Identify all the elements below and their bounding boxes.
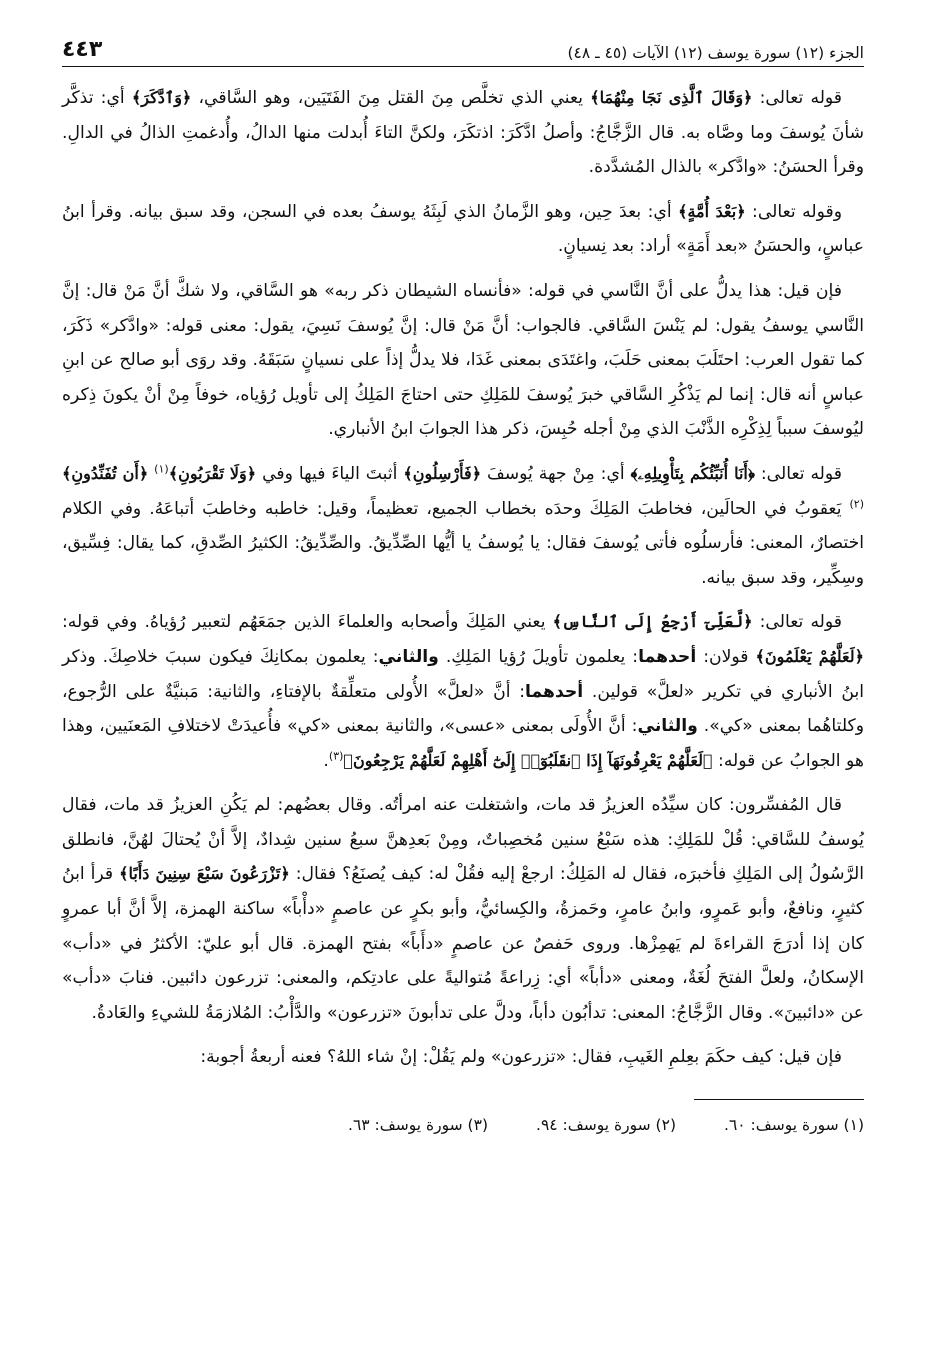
paragraph: [62, 788, 864, 1030]
bold-term: والثاني: [378, 646, 439, 667]
text-run: قوله تعالى:: [752, 612, 842, 633]
text-run: : يعلمون بمكانِكَ فيكون سببَ خلاصِكَ. وذكر ابنُ الأنباري في تكرير «لعلَّ» قولين.: [62, 646, 865, 702]
footnotes: [62, 1116, 864, 1134]
footnote-marker: (٣): [328, 748, 344, 762]
running-title: الجزء (١٢) سورة يوسف (١٢) الآيات (٤٥ ـ ٤٨): [567, 44, 864, 62]
running-header: [62, 28, 864, 67]
text-run: قوله تعالى:: [752, 88, 843, 108]
paragraph: [62, 274, 864, 447]
book-page: [62, 28, 864, 1350]
quran-verse: ﴿بَعْدَ أُمَّةٍ﴾: [678, 201, 746, 221]
quran-verse: ﴿وَٱدَّكَرَ﴾: [131, 88, 192, 107]
bold-term: أحدهما: [638, 646, 697, 667]
text-run: أي: مِنْ جهة يُوسفَ: [481, 463, 631, 484]
page-number: ٤٤٣: [62, 37, 103, 62]
quran-verse: ﴿تَزْرَعُونَ سَبْعَ سِنِينَ دَأَبًا﴾: [119, 864, 290, 884]
text-run: قال المُفسِّرون: كان سيِّدُه العزيزُ قد مات، واشتغلت عنه امرأتُه. وقال بعضُهم: لم يَكُنِ العزيزُ قد مات، فقال يُوسفُ للسَّاقي: قُلْ للمَلِكِ: هذه سَبْعُ سنين مُخصِباتٌ، ومِنْ بَعدِهنَّ سبعُ سنين شِدادٌ، إلاَّ أنْ يُحتالَ لهُنَّ، فانطلق الرَّسُولُ إلى المَلِكِ فأخبرَه، فقال له المَلِكُ: ارجعْ إليه فقُلْ له: كيف يُصنَعُ؟ فقال:: [62, 795, 865, 885]
text-run: قولان:: [696, 646, 756, 667]
footnote-marker: (١): [154, 462, 169, 476]
body-text: [62, 81, 864, 1075]
text-run: فإن قيل: هذا يدلُّ على أنَّ النَّاسي في قوله: «فأنساه الشيطان ذكر ربه» هو السَّاقي، ولا شكَّ أنَّ مَنْ قال: إنَّ النَّاسي يوسفُ يقول: لم يَنْسَ السَّاقي. فالجواب: أنَّ مَنْ قال: إنَّ يُوسفَ نَسِيَ، يقول: معنى قوله: «وادَّكر» ذَكَرَ، كما تقول العرب: احتَلَبَ بمعنى حَلَبَ، واغتَدَى بمعنى غَدَا، فلا يدلُّ إذاً على نسيانٍ سَبَقَهُ. وقد روَى أبو صالح عن ابنِ عباسٍ أنه قال: إنما لم يَذْكُرِ السَّاقي خبرَ يُوسفَ للمَلِكِ حتى احتاجَ المَلِكُ إلى تأويل رُؤياه، خوفاً مِنْ أنْ يكونَ ذِكره ليُوسفَ سبباً لِذِكْرِه الذَّنْبَ الذي مِنْ أجله حُبِسَ، ذكر هذا الجوابَ ابنُ الأنباري.: [62, 280, 864, 440]
text-run: فإن قيل: كيف حكَمَ بعِلمِ الغَيبِ، فقال: «تزرعون» ولم يَقُلْ: إنْ شاء اللهُ؟ فعنه أربعةُ أجوبة:: [200, 1047, 842, 1068]
text-run: : أنَّ «لعلَّ» الأُولى متعلِّقةٌ بالإفتاءِ، والثانية: مَبنيَّةٌ على الرُّجوع، وكلتاهُما بمعنى «كي».: [62, 681, 865, 737]
quran-verse: ﴿لَعَلَّهُمْ يَعْلَمُونَ﴾: [755, 646, 864, 666]
footnote-separator: [694, 1099, 864, 1100]
quran-verse: ﴿أَن تُفَنِّدُونِ﴾: [62, 463, 149, 483]
text-run: يعني الذي تخلَّص مِنَ القتل مِنَ الفَتَيَين، وهو السَّاقي،: [191, 88, 591, 108]
paragraph: [62, 457, 864, 595]
text-run: : أنَّ الأُولَى بمعنى «عسى»، والثانية بمعنى «كي» فأُعيدَتْ لاختلافِ المَعنَيين، وهذا هو الجوابُ عن قوله:: [62, 716, 864, 771]
paragraph: [62, 195, 864, 264]
text-run: : يعلمون تأويلَ رُؤيا المَلِكِ.: [438, 646, 639, 667]
paragraph: [62, 605, 864, 778]
text-run: أي: تذكَّر شأنَ يُوسفَ وما وصَّاه به. قال الزَّجَّاجُ: وأصلُ ادَّكَرَ: اذتكَرَ، ولكنَّ التاءَ أُبدلت منها الدالُ، وأُدغمتِ الذالُ في الدالِ. وقرأ الحسَنُ: «وادَّكر» بالذال المُشدَّدة.: [62, 88, 864, 178]
text-run: يَعقوبُ في الحالَين، فخاطبَ المَلِكَ وحدَه بخطاب الجميع، تعظيماً، وقيل: خاطبه وخاطبَ أتباعَهُ. وفي الكلام اختصارٌ، المعنى: فأرسلُوه فأتى يُوسفَ فقال: يا يُوسفُ يا أيُّها الصِّدِّيقُ. والصِّدِّيقُ: الكثيرُ الصِّدقِ، كما يقال: فِسِّيق، وسِكِّير، وقد سبق بيانه.: [62, 498, 864, 588]
quran-verse: ﴿فَأَرْسِلُونِ﴾: [403, 463, 482, 483]
footnote-marker: (٢): [849, 496, 864, 510]
text-run: .: [323, 750, 329, 771]
quran-verse: ﴿لَّعَلِّىٓ أَرْجِعُ إِلَى ٱلنَّاسِ﴾: [552, 612, 753, 632]
text-run: يعني المَلِكَ وأصحابه والعلماءَ الذين جمَعَهُم لتعبير رُؤياهُ. وفي قوله:: [62, 612, 553, 633]
footnote-3: (٣) سورة يوسف: ٦٣.: [348, 1116, 488, 1135]
footnote-2: (٢) سورة يوسف: ٩٤.: [536, 1116, 676, 1135]
text-run: أي: بعدَ حِين، وهو الزَّمانُ الذي لَبِثَهُ يوسفُ بعده في السجن، وقد سبق بيانه. وقرأ ابنُ عباسٍ، والحسَنُ «بعد أَمَةٍ» أراد: بعد نِسيانٍ.: [62, 201, 864, 257]
paragraph: [62, 1040, 864, 1075]
bold-term: أحدهما: [525, 681, 584, 702]
bold-term: والثاني: [637, 716, 698, 737]
footnote-1: (١) سورة يوسف: ٦٠.: [724, 1116, 864, 1135]
text-run: قرأ ابنُ كثيرٍ، ونافعٌ، وأبو عَمرٍو، وابنُ عامرٍ، وحَمزةُ، والكِسائيُّ، وأبو بكرٍ عن عاصمٍ «دأْباً» ساكنة الهمزة، إلاَّ أنَّ أبا عمروٍ كان إذا أدرَجَ القراءةَ لم يَهمِزْها. وروى حَفصٌ عن عاصمٍ «دأَباً» بفتح الهمزة. قال أبو عليّ: الأكثرُ في «دأب» الإسكانُ، ولعلَّ الفتحَ لُغَةٌ، ومعنى «دأباً» أي: زِراعةً مُتواليةً على عادتِكم، والمعنى: تزرعون دائبين. فنابَ «دأب» عن «دائبينَ». وقال الزَّجَّاجُ: المعنى: تدأبُون دأباً، ودلَّ على تدأبونَ «تزرعون» والدَّأْبُ: المُلازمَةُ للشيءِ والعَادةُ.: [62, 864, 864, 1023]
text-run: وقوله تعالى:: [745, 201, 843, 222]
text-run: قوله تعالى:: [754, 463, 843, 484]
quran-verse: ﴿وَلَا تَقْرَبُونِ﴾: [168, 463, 257, 483]
paragraph: [62, 81, 864, 185]
quran-verse: ﴿وَقَالَ ٱلَّذِى نَجَا مِنْهُمَا﴾: [590, 88, 753, 107]
quran-verse: ﴿أَنَا أُنَبِّئُكُم بِتَأْوِيلِهِۦ﴾: [630, 463, 755, 483]
quran-verse: ﴿لَعَلَّهُمْ يَعْرِفُونَهَآ إِذَا ٱنقَلَبُوٓا۟ إِلَىٰٓ أَهْلِهِمْ لَعَلَّهُمْ يَرْجِعُونَ﴾: [343, 750, 713, 770]
text-run: أثبتَ الياءَ فيها وفي: [256, 463, 404, 484]
